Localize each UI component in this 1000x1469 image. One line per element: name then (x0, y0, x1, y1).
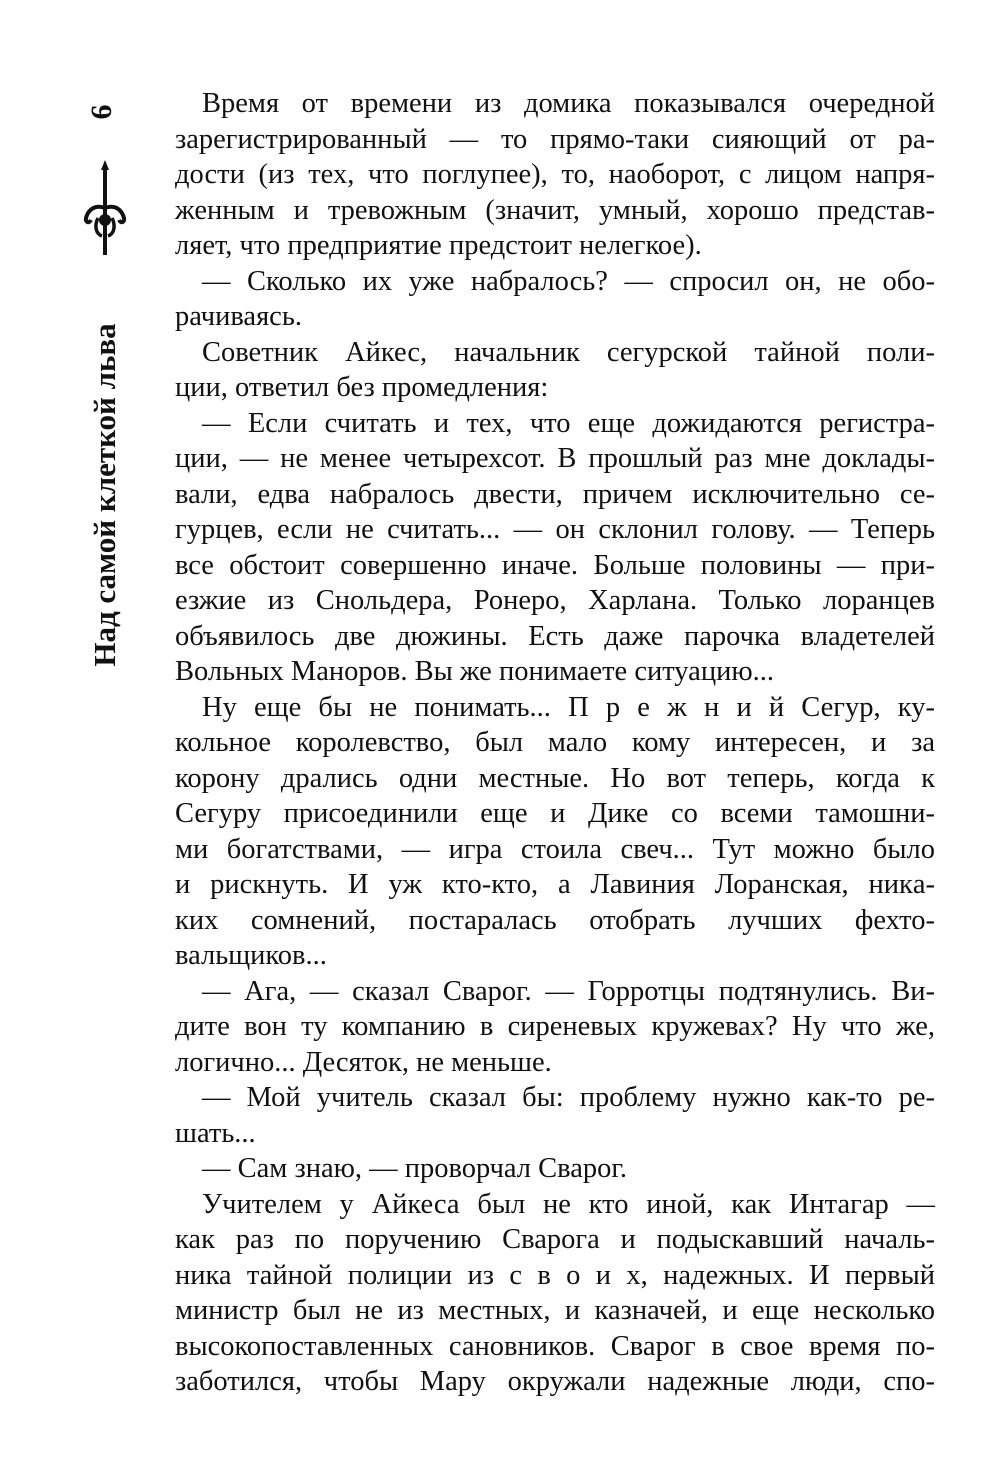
text-line: Вольных Маноров. Вы же понимаете ситуацию... (175, 656, 775, 687)
text-line: Сегуру присоединили еще и Дике со всеми тамошни- (175, 798, 935, 829)
page-margin (0, 0, 160, 1469)
text-line: как раз по поручению Сварога и подыскавший началь- (175, 1224, 935, 1255)
text-line: кольное королевство, был мало кому интересен, и за (175, 727, 935, 758)
text-line: — Сам знаю, — проворчал Сварог. (202, 1153, 627, 1184)
text-line: все обстоит совершенно иначе. Больше половины — при- (175, 549, 935, 581)
text-line: Ну еще бы не понимать... П р е ж н и й Сегур, ку- (202, 691, 935, 723)
body-text (175, 86, 935, 1400)
text-line: корону дрались одни местные. Но вот теперь, когда к (175, 762, 935, 794)
text-line: дите вон ту компанию в сиреневых кружевах? Ну что же, (175, 1011, 935, 1042)
text-line: вали, едва набралось двести, причем исключительно се- (175, 478, 935, 510)
text-line: ких сомнений, постаралась отобрать лучших фехто- (175, 904, 935, 936)
text-line: логично... Десяток, не меньше. (175, 1046, 552, 1078)
text-line: шать... (175, 1117, 256, 1149)
page-number: 6 (85, 104, 118, 120)
text-line: женным и тревожным (значит, умный, хорошо представ- (175, 194, 935, 226)
text-line: Время от времени из домика показывался очередной (202, 88, 935, 119)
running-title: Над самой клеткой льва (87, 323, 122, 667)
text-line: ника тайной полиции из с в о и х, надежных. И первый (175, 1259, 935, 1291)
text-line: Учителем у Айкеса был не кто иной, как Интагар — (202, 1188, 935, 1220)
text-line: ляет, что предприятие предстоит нелегкое). (175, 230, 702, 261)
text-line: — Ага, — сказал Сварог. — Горротцы подтянулись. Ви- (202, 975, 935, 1007)
text-line: ции, ответил без промедления: (175, 372, 549, 403)
text-line: вальщиков... (175, 940, 327, 971)
text-line: ции, — не менее четырехсот. В прошлый раз мне доклады- (175, 443, 935, 474)
text-line: зарегистрированный — то прямо-таки сияющий от ра- (175, 123, 935, 155)
text-line: министр был не из местных, и казначей, и еще несколько (175, 1295, 935, 1326)
text-line: высокопоставленных сановников. Сварог в свое время по- (175, 1330, 935, 1362)
text-line: — Если считать и тех, что еще дожидаются регистра- (202, 407, 935, 439)
text-line: Советник Айкес, начальник сегурской тайной поли- (202, 336, 935, 368)
text-line: езжие из Снольдера, Ронеро, Харлана. Только лоранцев (175, 585, 935, 616)
text-line: заботился, чтобы Мару окружали надежные люди, спо- (175, 1366, 935, 1397)
text-line: дости (из тех, что поглупее), то, наоборот, с лицом напря- (175, 159, 935, 190)
text-line: гурцев, если не считать... — он склонил голову. — Теперь (175, 514, 935, 545)
text-line: — Сколько их уже набралось? — спросил он, не обо- (202, 265, 935, 297)
text-line: ми богатствами, — игра стоила свеч... Тут можно было (175, 833, 935, 865)
text-line: рачиваясь. (175, 301, 302, 332)
text-line: объявилось две дюжины. Есть даже парочка владетелей (175, 620, 935, 652)
sword-ornament-icon (80, 160, 130, 260)
text-line: — Мой учитель сказал бы: проблему нужно как-то ре- (202, 1082, 935, 1113)
text-line: и рискнуть. И уж кто-кто, а Лавиния Лоранская, никa- (175, 869, 935, 900)
